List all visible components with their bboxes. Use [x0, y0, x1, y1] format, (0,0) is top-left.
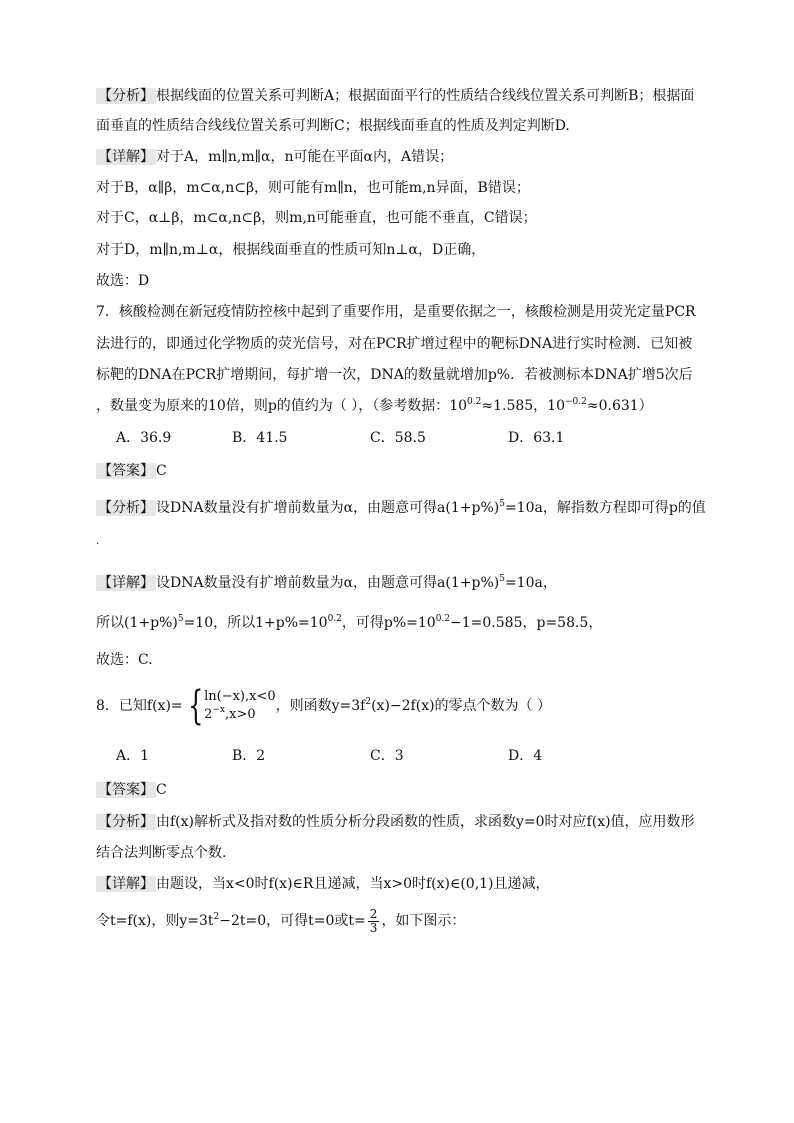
- analysis-line-2: 面垂直的性质结合线线位置关系可判断C；根据线面垂直的性质及判定判断D.: [96, 118, 570, 134]
- q7-option-b: B．41.5: [232, 430, 288, 446]
- q8-option-a: A．1: [116, 748, 150, 764]
- analysis-tag: 【分析】: [98, 500, 154, 516]
- q8-answer: 【答案】 C: [98, 782, 167, 798]
- piecewise-function: [183, 683, 276, 729]
- detail-line-4: 对于D，m∥n,m⊥α，根据线面垂直的性质可知n⊥α，D正确，: [96, 242, 486, 258]
- detail-tag: 【详解】: [98, 876, 154, 892]
- fraction-two-thirds: $\frac{2}{3}$: [369, 906, 378, 935]
- answer-tag: 【答案】: [98, 782, 154, 798]
- q7-answer: 【答案】 C: [98, 463, 167, 479]
- q8-detail-1: 【详解】 由题设，当x<0时f(x)∈R且递减，当x>0时f(x)∈(0,1)且递减，: [98, 876, 550, 892]
- analysis-tag: 【分析】: [98, 88, 154, 104]
- q7-option-c: C．58.5: [370, 430, 426, 446]
- answer-tag: 【答案】: [98, 463, 154, 479]
- detail-line-2: 对于B，α∥β，m⊂α,n⊂β，则可能有m∥n，也可能m,n异面，B错误；: [96, 180, 530, 196]
- q7-option-a: A．36.9: [116, 430, 172, 446]
- choice-line: 故选：D: [96, 273, 150, 289]
- piecewise-case-1: ln(−x),x<0: [204, 689, 276, 704]
- q7-detail-2: 所以$(1+p\%)^5=10$，所以$1+p\%=10^{0.2}$，可得$p\%=10^{0.2}-1=0.585$，p=58.5，: [96, 614, 603, 631]
- detail-line-3: 对于C，α⊥β，m⊂α,n⊂β，则m,n可能垂直，也可能不垂直，C错误；: [96, 210, 537, 226]
- detail-line-1: 【详解】 对于A，m∥n,m∥α，n可能在平面α内，A错误；: [98, 149, 454, 165]
- q7-detail-1: 【详解】 设DNA数量没有扩增前数量为α，由题意可得$a(1+p\%)^5=10a$，: [98, 574, 557, 591]
- question-7-line-1: 7．核酸检测在新冠疫情防控核中起到了重要作用，是重要依据之一，核酸检测是用荧光定量PCR: [96, 304, 696, 320]
- q7-analysis: 【分析】 设DNA数量没有扩增前数量为α，由题意可得$a(1+p\%)^5=10a$，解指数方程即可得p的值: [98, 499, 706, 516]
- detail-tag: 【详解】: [98, 149, 154, 165]
- detail-tag: 【详解】: [98, 575, 154, 591]
- q8-analysis-2: 结合法判断零点个数.: [96, 845, 227, 861]
- q8-option-d: D．4: [508, 748, 543, 764]
- question-7-line-4: ，数量变为原来的10倍，则p的值约为（ ），（参考数据：$10^{0.2}\approx 1.585$，$10^{-0.2}\approx 0.631$）: [96, 397, 653, 414]
- q7-option-d: D．63.1: [508, 430, 565, 446]
- q8-option-c: C．3: [370, 748, 404, 764]
- q8-detail-2: 令t=f(x)，则$y=3t^2-2t=0$，可得t=0或t= $\frac{2}{3}$ ，如下图示：: [96, 906, 466, 935]
- question-7-line-2: 法进行的，即通过化学物质的荧光信号，对在PCR扩增过程中的靶标DNA进行实时检测．已知被: [96, 336, 693, 352]
- q8-option-b: B．2: [232, 748, 266, 764]
- piecewise-case-2: $2^{-x},x>0$: [204, 705, 256, 722]
- question-8: 8．已知f(x)= { ln(−x),x<0 $2^{-x},x>0$ ，则函数$y=3f^2(x)-2f(x)$的零点个数为（ ）: [96, 683, 552, 729]
- analysis-tag: 【分析】: [98, 814, 154, 830]
- left-brace-glyph: {: [187, 683, 204, 729]
- q7-analysis-dot: .: [96, 536, 100, 547]
- question-7-line-3: 标靶的DNA在PCR扩增期间，每扩增一次，DNA的数量就增加p%．若被测标本DNA扩增5次后: [96, 367, 693, 383]
- q8-analysis-1: 【分析】 由f(x)解析式及指对数的性质分析分段函数的性质，求函数y=0时对应f(x)值，应用数形: [98, 814, 695, 830]
- q7-conclusion: 故选：C.: [96, 652, 153, 668]
- analysis-line-1: 【分析】 根据线面的位置关系可判断A；根据面面平行的性质结合线线位置关系可判断B；根据面: [98, 88, 695, 104]
